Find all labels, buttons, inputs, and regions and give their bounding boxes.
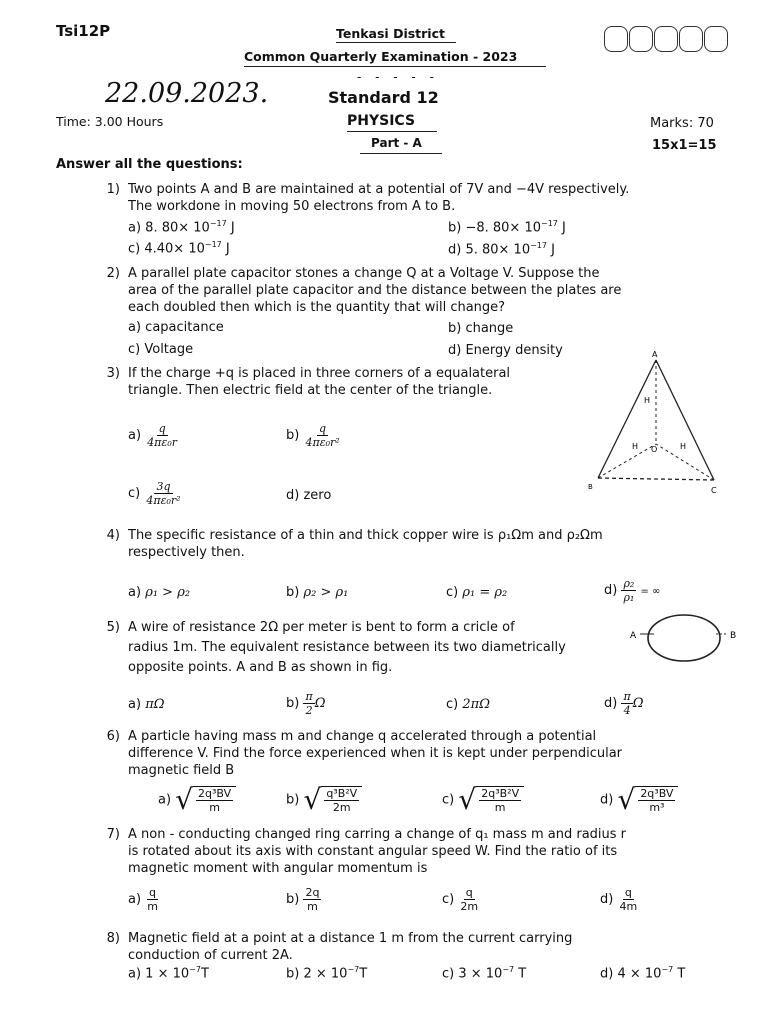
option-c: c) $3 \times 10^{-7}$ T [442,965,527,982]
handwritten-date: 22.09.2023. [105,78,269,109]
question-text: A particle having mass m and change q accelerated through a potential [128,729,597,744]
marks-scheme: 15x1=15 [652,138,717,153]
question-text: The workdone in moving 50 electrons from A to B. [128,199,456,214]
option-c: c) 2πΩ [446,697,490,712]
option-a: a) πΩ [128,697,165,712]
divider [336,42,456,43]
option-d: d) $\frac{\pi}{4}$ Ω [604,690,644,717]
question-text: If the charge +q is placed in three corners of a equalateral [128,366,511,381]
wire-circle [648,615,720,661]
question-1 [106,181,728,215]
question-4 [106,527,728,561]
label-o: O [651,445,658,454]
option-d: d) Energy density [448,343,563,358]
divider [244,66,546,67]
question-number: 3) [106,366,120,381]
option-d: d) $4 \times 10^{-7}$ T [600,965,686,982]
question-text: conduction of current 2A. [128,948,293,963]
option-c: c) ρ₁ = ρ₂ [446,585,508,600]
label-h: H [632,442,639,451]
register-number-boxes [604,26,729,52]
option-a: a) $\frac{q}{m}$ [128,886,158,913]
question-text: triangle. Then electric field at the center of the triangle. [128,383,493,398]
register-box [604,26,628,52]
option-d: d) 5. $80\times 10^{-17}$ J [448,241,555,258]
option-b: b) $\frac{2q}{m}$ [286,886,320,913]
question-text: Magnetic field at a point at a distance 1 m from the current carrying [128,931,573,946]
option-d: d) $\frac{\text{ρ₂}}{\text{ρ₁}}$ = ∞ [604,577,661,604]
register-box [704,26,728,52]
question-5 [106,618,618,678]
option-c: c) $\frac{3q}{\text{4πε₀r²}}$ [128,480,181,507]
triangle-side [656,360,714,480]
label-h: H [644,396,651,405]
option-a: a) ρ₁ > ρ₂ [128,585,191,600]
divider [360,153,442,154]
vertex-label-a: A [652,350,658,359]
option-b: b) $2 \times 10^{-7}T$ [286,965,368,982]
triangle-side [598,360,656,478]
question-number: 2) [106,266,120,281]
question-text: opposite points. A and B as shown in fig. [128,660,393,675]
option-c: c) √ 2q³B²V m [442,786,524,814]
option-d: d) √ 2q³BV m³ [600,786,678,814]
option-a: a) capacitance [128,320,224,335]
question-3 [106,365,598,399]
option-b: b) √ q³B²V 2m [286,786,362,814]
option-c: c) Voltage [128,342,194,357]
label-h: H [680,442,687,451]
question-text: each doubled then which is the quantity that will change? [128,300,506,315]
question-text: A wire of resistance 2Ω per meter is bent to form a cricle of [128,620,515,635]
register-box [629,26,653,52]
question-8 [106,930,730,964]
question-7 [106,826,730,877]
dashes: - - - - - [357,70,439,84]
option-d: d) zero [286,488,332,503]
question-number: 5) [106,620,120,635]
question-number: 7) [106,827,120,842]
exam-title: Common Quarterly Examination - 2023 [244,49,518,64]
question-text: is rotated about its axis with constant angular speed W. Find the ratio of its [128,844,618,859]
vertex-label-b: B [588,483,593,491]
subject-title: PHYSICS [347,113,416,129]
question-text: radius 1m. The equivalent resistance between its two diametrically [128,640,566,655]
point-label-b: B [730,631,737,641]
part-label: Part - A [371,136,422,150]
question-text: A non - conducting changed ring carring a change of q₁ mass m and radius r [128,827,627,842]
vertex-label-c: C [711,486,717,495]
circle-figure [624,612,744,666]
question-text: magnetic field B [128,763,235,778]
triangle-base [598,478,714,480]
question-text: respectively then. [128,545,245,560]
option-c: c) $\frac{q}{2m}$ [442,886,479,913]
option-b: b) ρ₂ > ρ₁ [286,585,349,600]
option-a: a) $\frac{q}{\text{4πε₀r}}$ [128,422,177,449]
question-text: difference V. Find the force experienced when it is kept under perpendicular [128,746,623,761]
register-box [654,26,678,52]
option-a: a) $1 \times 10^{-7}T$ [128,965,209,982]
option-a: a) 8. $80\times 10^{-17}$ J [128,219,235,236]
time-label: Time: 3.00 Hours [56,114,164,129]
question-text: A parallel plate capacitor stones a change Q at a Voltage V. Suppose the [128,266,600,281]
standard-label: Standard 12 [328,88,439,107]
option-d: d) $\frac{q}{4m}$ [600,886,638,913]
option-b: b) change [448,321,514,336]
option-c: c) $4.40\times 10^{-17}$ J [128,240,230,257]
divider [347,131,437,132]
triangle-figure [584,346,734,498]
option-a: a) √ 2q³BV m [158,786,236,814]
question-2 [106,265,732,316]
instruction: Answer all the questions: [56,157,243,172]
question-6 [106,728,730,779]
option-b: b) $\frac{q}{\text{4πε₀r²}}$ [286,422,340,449]
question-number: 8) [106,931,120,946]
question-number: 1) [106,182,120,197]
district-name: Tenkasi District [336,26,445,41]
question-text: The specific resistance of a thin and thick copper wire is ρ₁Ωm and ρ₂Ωm [128,528,603,543]
question-text: area of the parallel plate capacitor and the distance between the plates are [128,283,622,298]
register-box [679,26,703,52]
paper-code: Tsi12P [56,22,111,40]
option-b: b) $\frac{\pi}{2}$ Ω [286,690,326,717]
point-label-a: A [630,631,637,641]
question-number: 6) [106,729,120,744]
option-b: b) −8. $80\times 10^{-17}$ J [448,219,566,236]
marks-label: Marks: 70 [650,116,714,131]
question-text: magnetic moment with angular momentum is [128,861,428,876]
question-text: Two points A and B are maintained at a potential of 7V and −4V respectively. [128,182,630,197]
question-number: 4) [106,528,120,543]
